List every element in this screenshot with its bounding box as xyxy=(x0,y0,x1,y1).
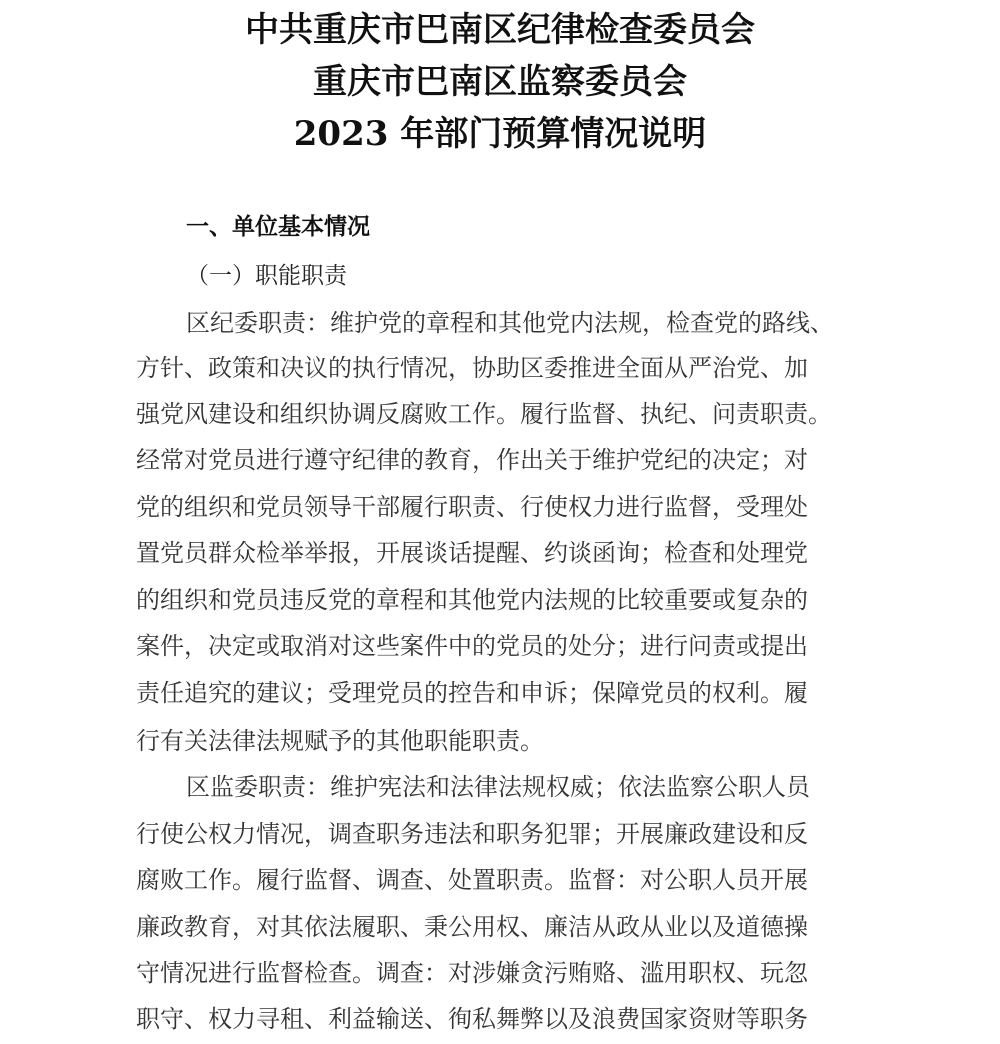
paragraph-1-line: 方针、政策和决议的执行情况，协助区委推进全面从严治党、加 xyxy=(136,354,808,382)
paragraph-2-line: 腐败工作。履行监督、调查、处置职责。监督：对公职人员开展 xyxy=(136,866,808,894)
paragraph-1-line: 的组织和党员违反党的章程和其他党内法规的比较重要或复杂的 xyxy=(136,586,808,614)
paragraph-1-line: 置党员群众检举举报，开展谈话提醒、约谈函询；检查和处理党 xyxy=(136,539,808,567)
paragraph-1-line: 责任追究的建议；受理党员的控告和申诉；保障党员的权利。履 xyxy=(136,679,808,707)
paragraph-2-line: 廉政教育，对其依法履职、秉公用权、廉洁从政从业以及道德操 xyxy=(136,913,808,941)
title-line-2: 重庆市巴南区监察委员会 xyxy=(313,62,687,102)
paragraph-1-line: 强党风建设和组织协调反腐败工作。履行监督、执纪、问责职责。 xyxy=(136,400,832,428)
paragraph-2-line: 守情况进行监督检查。调查：对涉嫌贪污贿赂、滥用职权、玩忽 xyxy=(136,959,808,987)
document-title xyxy=(0,4,1000,160)
paragraph-2-line: 职守、权力寻租、利益输送、徇私舞弊以及浪费国家资财等职务 xyxy=(136,1005,808,1033)
paragraph-2-line: 行使公权力情况，调查职务违法和职务犯罪；开展廉政建设和反 xyxy=(136,820,808,848)
paragraph-1-line: 案件，决定或取消对这些案件中的党员的处分；进行问责或提出 xyxy=(136,632,808,660)
title-line-1: 中共重庆市巴南区纪律检查委员会 xyxy=(245,10,755,50)
paragraph-2-line: 区监委职责：维护宪法和法律法规权威；依法监察公职人员 xyxy=(186,773,810,801)
section-heading: 一、单位基本情况 xyxy=(186,214,370,240)
paragraph-1-line: 区纪委职责：维护党的章程和其他党内法规，检查党的路线、 xyxy=(186,309,834,337)
subsection-heading: （一）职能职责 xyxy=(186,263,347,289)
paragraph-1-line: 行有关法律法规赋予的其他职能职责。 xyxy=(136,727,544,755)
paragraph-1-line: 经常对党员进行遵守纪律的教育，作出关于维护党纪的决定；对 xyxy=(136,446,808,474)
title-line-3: 2023 年部门预算情况说明 xyxy=(293,114,707,154)
paragraph-1-line: 党的组织和党员领导干部履行职责、行使权力进行监督，受理处 xyxy=(136,493,808,521)
